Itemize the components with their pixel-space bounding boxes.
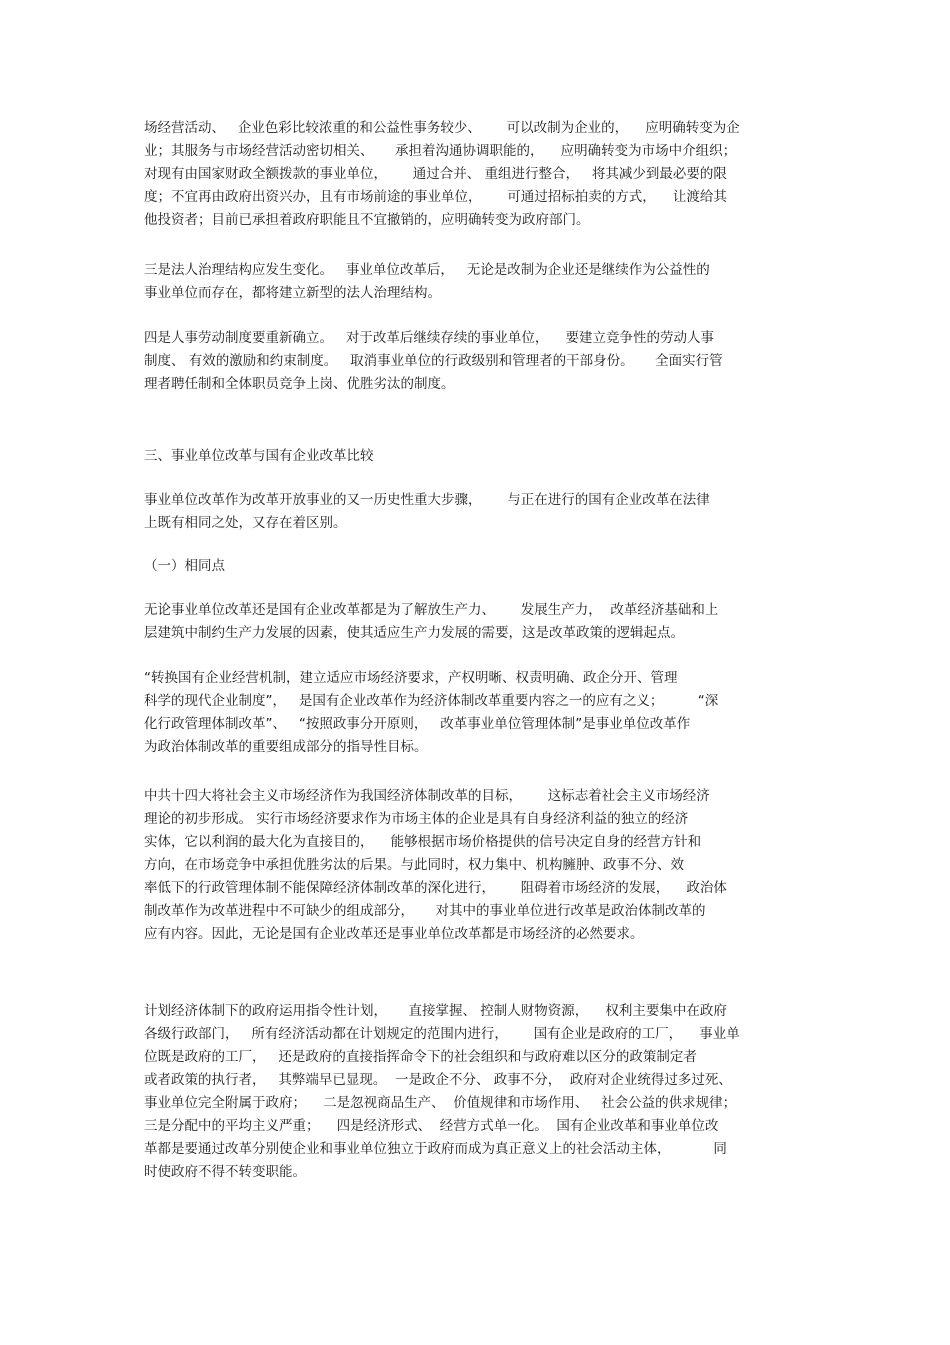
text-line: 度；不宜再由政府出资兴办，且有市场前途的事业单位， 可通过招标拍卖的方式， 让渡给其 bbox=[144, 189, 727, 205]
text-line: 或者政策的执行者， 其弊端早已显现。 一是政企不分、 政事不分， 政府对企业统得过多过死、 bbox=[144, 1072, 732, 1088]
text-line: 理者聘任制和全体职员竞争上岗、优胜劣汰的制度。 bbox=[144, 376, 455, 392]
text-line: 位既是政府的工厂， 还是政府的直接指挥命令下的社会组织和与政府难以区分的政策制定者 bbox=[144, 1049, 697, 1065]
paragraph-institution-classification bbox=[144, 117, 810, 232]
paragraph-common-purpose bbox=[144, 599, 810, 645]
text-line: 事业单位完全附属于政府； 二是忽视商品生产、 价值规律和市场作用、 社会公益的供求规律； bbox=[144, 1095, 737, 1111]
text-line: 对现有由国家财政全额拨款的事业单位， 通过合并、 重组进行整合， 将其减少到最必要的限 bbox=[144, 166, 727, 182]
text-line: 方向，在市场竞争中承担优胜劣汰的后果。与此同时，权力集中、机构臃肿、政事不分、效 bbox=[144, 857, 684, 873]
subsection-heading bbox=[144, 555, 810, 578]
text-line: 事业单位改革作为改革开放事业的又一历史性重大步骤， 与正在进行的国有企业改革在法律 bbox=[144, 492, 710, 508]
text-line: “转换国有企业经营机制，建立适应市场经济要求，产权明晰、权责明确、政企分开、管理 bbox=[144, 670, 678, 686]
text-line: 为政治体制改革的重要组成部分的指导性目标。 bbox=[144, 739, 428, 755]
paragraph-planned-economy bbox=[144, 1000, 810, 1184]
text-line: 他投资者；目前已承担着政府职能且不宜撤销的，应明确转变为政府部门。 bbox=[144, 212, 590, 228]
text-line: 场经营活动、 企业色彩比较浓重的和公益性事务较少、 可以改制为企业的， 应明确转变为企 bbox=[144, 120, 740, 136]
text-line: 实体，它以利润的最大化为直接目的， 能够根据市场价格提供的信号决定自身的经营方针和 bbox=[144, 834, 702, 850]
text-line: 层建筑中制约生产力发展的因素，使其适应生产力发展的需要，这是改革政策的逻辑起点。 bbox=[144, 625, 684, 641]
text-line: 化行政管理体制改革”、 “按照政事分开原则， 改革事业单位管理体制”是事业单位改革作 bbox=[144, 716, 691, 732]
text-line: 科学的现代企业制度”， 是国有企业改革作为经济体制改革重要内容之一的应有之义； “深 bbox=[144, 693, 719, 709]
paragraph-personnel-system bbox=[144, 327, 810, 396]
paragraph-reform-goals bbox=[144, 667, 810, 759]
text-line: 制改革作为改革进程中不可缺少的组成部分， 对其中的事业单位进行改革是政治体制改革的 bbox=[144, 903, 706, 919]
text-line: 四是人事劳动制度要重新确立。 对于改革后继续存续的事业单位， 要建立竞争性的劳动人事 bbox=[144, 330, 715, 346]
text-line: 上既有相同之处，又存在着区别。 bbox=[144, 515, 347, 531]
text-line: 三是分配中的平均主义严重； 四是经济形式、 经营方式单一化。 国有企业改革和事业单位改 bbox=[144, 1118, 719, 1134]
text-line: 时使政府不得不转变职能。 bbox=[144, 1164, 306, 1180]
text-line: 制度、 有效的激励和约束制度。 取消事业单位的行政级别和管理者的干部身份。 全面实行管 bbox=[144, 353, 723, 369]
section-heading-text: 三、事业单位改革与国有企业改革比较 bbox=[144, 448, 374, 464]
subsection-heading-text: （一）相同点 bbox=[144, 558, 225, 574]
text-line: 计划经济体制下的政府运用指令性计划， 直接掌握、 控制人财物资源， 权利主要集中在政府 bbox=[144, 1003, 727, 1019]
section-heading bbox=[144, 445, 810, 468]
text-line: 中共十四大将社会主义市场经济作为我国经济体制改革的目标， 这标志着社会主义市场经济 bbox=[144, 788, 710, 804]
text-line: 三是法人治理结构应发生变化。 事业单位改革后， 无论是改制为企业还是继续作为公益性的 bbox=[144, 262, 710, 278]
text-line: 业；其服务与市场经营活动密切相关、 承担着沟通协调职能的， 应明确转变为市场中介组织； bbox=[144, 143, 737, 159]
text-line: 各级行政部门， 所有经济活动都在计划规定的范围内进行， 国有企业是政府的工厂， 事业单 bbox=[144, 1026, 740, 1042]
paragraph-legal-governance bbox=[144, 259, 810, 305]
text-line: 应有内容。因此，无论是国有企业改革还是事业单位改革都是市场经济的必然要求。 bbox=[144, 926, 644, 942]
paragraph-section-intro bbox=[144, 489, 810, 535]
text-line: 率低下的行政管理体制不能保障经济体制改革的深化进行， 阻碍着市场经济的发展， 政治体 bbox=[144, 880, 727, 896]
text-line: 革都是要通过改革分别使企业和事业单位独立于政府而成为真正意义上的社会活动主体， 同 bbox=[144, 1141, 727, 1157]
text-line: 无论事业单位改革还是国有企业改革都是为了解放生产力、 发展生产力， 改革经济基础和上 bbox=[144, 602, 719, 618]
paragraph-market-economy bbox=[144, 785, 810, 946]
text-line: 理论的初步形成。 实行市场经济要求作为市场主体的企业是具有自身经济利益的独立的经济 bbox=[144, 811, 689, 827]
text-line: 事业单位而存在，都将建立新型的法人治理结构。 bbox=[144, 285, 441, 301]
